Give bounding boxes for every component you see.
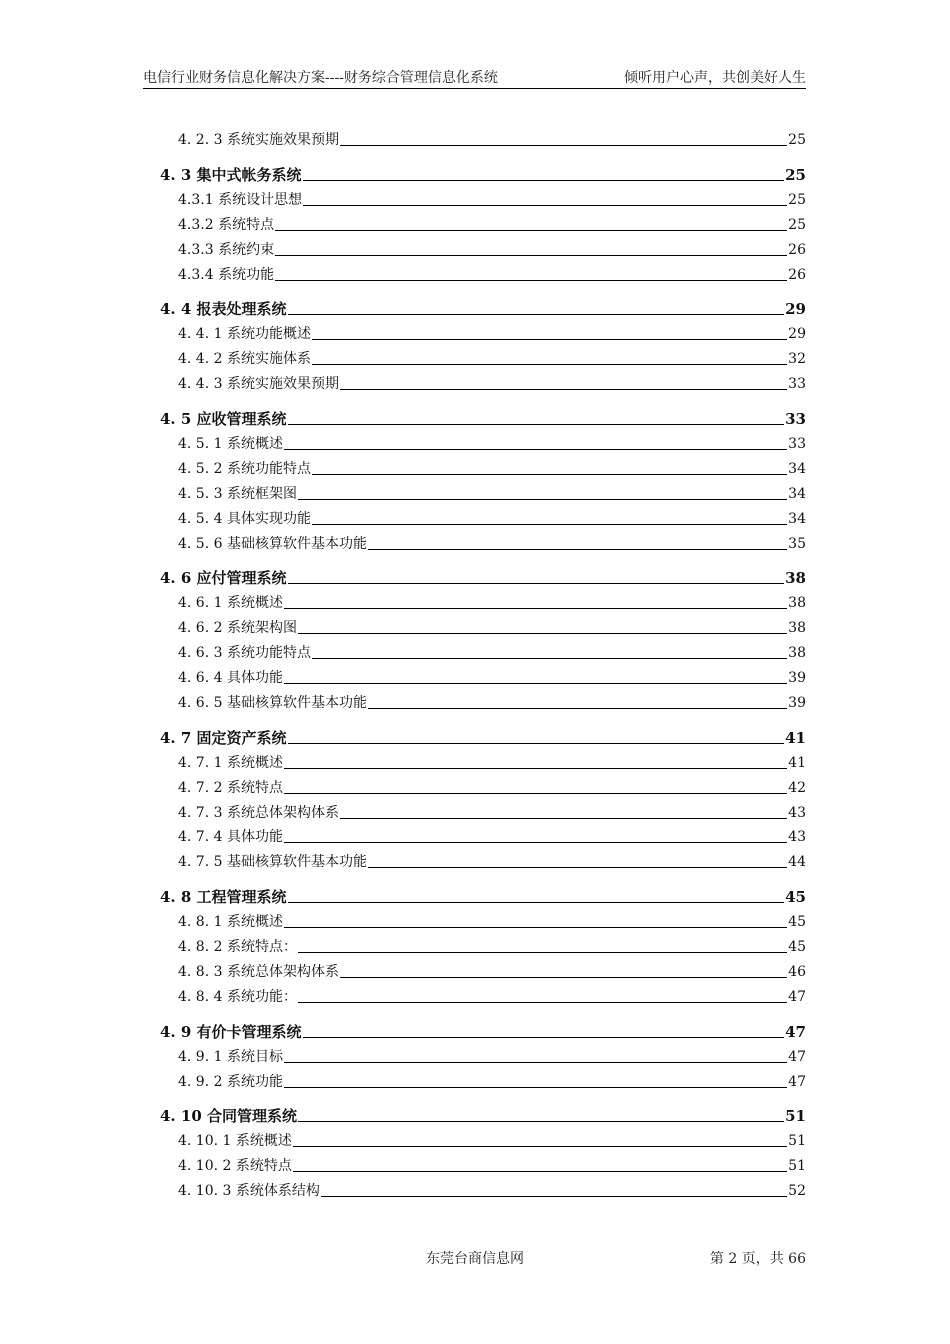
- toc-entry-label: 4. 5. 6 基础核算软件基本功能: [178, 535, 367, 552]
- toc-entry-page: 33: [785, 410, 806, 428]
- toc-entry-label: 4. 8. 2 系统特点：: [178, 939, 297, 955]
- toc-entry-page: 38: [788, 620, 806, 637]
- toc-entry-label: 4. 3 集中式帐务系统: [160, 165, 302, 184]
- toc-subsection-entry[interactable]: [178, 187, 806, 209]
- toc-entry-label: 4. 6. 2 系统架构图: [178, 620, 297, 637]
- toc-subsection-entry[interactable]: [178, 212, 806, 234]
- toc-entry-page: 51: [788, 1133, 806, 1150]
- toc-section-entry[interactable]: [160, 565, 806, 587]
- toc-subsection-entry[interactable]: [178, 456, 806, 478]
- toc-entry-label: 4.3.4 系统功能: [178, 266, 275, 283]
- toc-entry-page: 43: [788, 829, 806, 846]
- toc-leader-line: [298, 1121, 784, 1122]
- toc-subsection-entry[interactable]: [178, 531, 806, 553]
- toc-subsection-entry[interactable]: [178, 346, 806, 368]
- toc-subsection-entry[interactable]: [178, 984, 806, 1006]
- toc-leader-line: [284, 1087, 787, 1088]
- toc-leader-line: [368, 549, 787, 550]
- toc-entry-page: 25: [788, 191, 806, 208]
- header-title: 电信行业财务信息化解决方案----财务综合管理信息化系统: [143, 70, 498, 86]
- toc-entry-page: 41: [788, 754, 806, 771]
- toc-subsection-entry[interactable]: [178, 665, 806, 687]
- toc-entry-label: 4. 10. 3 系统体系结构: [178, 1183, 320, 1200]
- toc-entry-page: 51: [785, 1107, 806, 1126]
- toc-subsection-entry[interactable]: [178, 824, 806, 846]
- toc-subsection-entry[interactable]: [178, 1044, 806, 1066]
- toc-entry-page: 38: [788, 645, 806, 662]
- toc-leader-line: [312, 474, 787, 475]
- toc-leader-line: [298, 633, 787, 634]
- toc-entry-label: 4. 9. 1 系统目标: [178, 1048, 283, 1065]
- toc-entry-page: 45: [785, 888, 806, 907]
- footer-page-number: 第 2 页，共 66: [709, 1251, 806, 1267]
- toc-entry-label: 4. 7. 5 基础核算软件基本功能: [178, 854, 367, 871]
- toc-entry-label: 4. 7 固定资产系统: [160, 728, 287, 747]
- toc-leader-line: [288, 583, 785, 584]
- toc-subsection-entry[interactable]: [178, 690, 806, 712]
- toc-leader-line: [293, 1146, 787, 1147]
- toc-entry-label: 4. 6. 5 基础核算软件基本功能: [178, 694, 367, 711]
- toc-leader-line: [340, 389, 787, 390]
- toc-entry-page: 29: [788, 326, 806, 343]
- toc-entry-label: 4. 9. 2 系统功能: [178, 1073, 283, 1090]
- toc-entry-page: 47: [788, 1073, 806, 1090]
- toc-entry-label: 4. 6 应付管理系统: [160, 569, 287, 588]
- toc-entry-page: 52: [788, 1183, 806, 1200]
- toc-entry-page: 44: [788, 854, 806, 871]
- toc-entry-page: 47: [788, 1048, 806, 1065]
- toc-subsection-entry[interactable]: [178, 1153, 806, 1175]
- toc-subsection-entry[interactable]: [178, 1178, 806, 1200]
- toc-leader-line: [288, 314, 785, 315]
- toc-leader-line: [284, 842, 787, 843]
- toc-entry-page: 46: [788, 963, 806, 980]
- toc-entry-page: 47: [785, 1022, 806, 1041]
- toc-subsection-entry[interactable]: [178, 800, 806, 822]
- toc-entry-page: 39: [788, 694, 806, 711]
- toc-subsection-entry[interactable]: [178, 590, 806, 612]
- toc-leader-line: [275, 280, 787, 281]
- toc-entry-label: 4. 10. 1 系统概述: [178, 1133, 292, 1150]
- toc-leader-line: [284, 608, 787, 609]
- toc-subsection-entry[interactable]: [178, 321, 806, 343]
- toc-entry-page: 33: [788, 435, 806, 452]
- toc-entry-label: 4. 8. 4 系统功能：: [178, 988, 297, 1005]
- toc-leader-line: [303, 205, 787, 206]
- toc-subsection-entry[interactable]: [178, 371, 806, 393]
- toc-entry-label: 4. 4. 1 系统功能概述: [178, 326, 311, 343]
- toc-entry-label: 4. 6. 3 系统功能特点: [178, 645, 311, 662]
- toc-subsection-entry[interactable]: [178, 481, 806, 503]
- header-slogan: 倾听用户心声，共创美好人生: [624, 70, 806, 86]
- toc-entry-label: 4. 9 有价卡管理系统: [160, 1022, 302, 1041]
- toc-subsection-entry[interactable]: [178, 959, 806, 981]
- toc-section-entry[interactable]: [160, 296, 806, 318]
- toc-leader-line: [298, 952, 787, 953]
- toc-leader-line: [303, 1037, 785, 1038]
- toc-entry-label: 4. 8. 1 系统概述: [178, 914, 283, 931]
- toc-leader-line: [321, 1196, 787, 1197]
- toc-leader-line: [284, 768, 787, 769]
- toc-entry-label: 4.3.3 系统约束: [178, 241, 275, 258]
- toc-leader-line: [284, 449, 787, 450]
- toc-entry-page: 43: [788, 804, 806, 821]
- toc-subsection-entry[interactable]: [178, 506, 806, 528]
- toc-entry-page: 38: [785, 569, 806, 588]
- toc-leader-line: [288, 424, 785, 425]
- toc-subsection-entry[interactable]: [178, 615, 806, 637]
- toc-entry-label: 4. 5. 4 具体实现功能: [178, 510, 311, 527]
- toc-entry-page: 25: [788, 132, 806, 148]
- toc-section-entry[interactable]: [160, 725, 806, 747]
- toc-entry-label: 4. 5. 2 系统功能特点: [178, 460, 311, 477]
- toc-section-entry[interactable]: [160, 1019, 806, 1041]
- toc-entry-page: 34: [788, 485, 806, 502]
- toc-entry-label: 4.3.2 系统特点: [178, 216, 275, 233]
- toc-entry-page: 34: [788, 460, 806, 477]
- toc-entry-page: 45: [788, 914, 806, 931]
- toc-entry-label: 4. 5 应收管理系统: [160, 410, 287, 428]
- toc-entry-label: 4. 8 工程管理系统: [160, 888, 287, 907]
- toc-leader-line: [340, 818, 787, 819]
- toc-leader-line: [275, 255, 787, 256]
- toc-leader-line: [312, 658, 787, 659]
- toc-entry-label: 4. 4. 3 系统实施效果预期: [178, 376, 339, 393]
- toc-entry-page: 25: [788, 216, 806, 233]
- toc-entry-page: 34: [788, 510, 806, 527]
- toc-entry-page: 51: [788, 1158, 806, 1175]
- toc-entry-page: 39: [788, 670, 806, 686]
- toc-entry-label: 4. 5. 1 系统概述: [178, 435, 283, 452]
- toc-entry-label: 4. 7. 2 系统特点: [178, 779, 283, 796]
- toc-subsection-entry[interactable]: [178, 934, 806, 956]
- toc-entry-page: 25: [785, 165, 806, 184]
- toc-entry-label: 4. 6. 1 系统概述: [178, 595, 283, 612]
- toc-entry-page: 33: [788, 376, 806, 393]
- toc-leader-line: [284, 683, 787, 684]
- toc-leader-line: [312, 339, 787, 340]
- toc-entry-label: 4. 2. 3 系统实施效果预期: [178, 132, 339, 148]
- toc-entry-page: 29: [785, 300, 806, 319]
- toc-section-entry[interactable]: [160, 884, 806, 906]
- toc-subsection-entry[interactable]: [178, 750, 806, 772]
- toc-leader-line: [298, 499, 787, 500]
- toc-entry-label: 4. 7. 3 系统总体架构体系: [178, 804, 339, 821]
- toc-entry-page: 35: [788, 535, 806, 552]
- toc-leader-line: [275, 230, 787, 231]
- toc-entry-label: 4. 4. 2 系统实施体系: [178, 351, 311, 368]
- toc-subsection-entry[interactable]: [178, 1128, 806, 1150]
- toc-subsection-entry[interactable]: [178, 775, 806, 797]
- toc-leader-line: [284, 1062, 787, 1063]
- toc-leader-line: [288, 902, 785, 903]
- toc-leader-line: [312, 364, 787, 365]
- toc-entry-page: 45: [788, 939, 806, 955]
- toc-subsection-entry[interactable]: [178, 127, 806, 149]
- footer-site-name: 东莞台商信息网: [426, 1251, 524, 1267]
- toc-entry-page: 32: [788, 351, 806, 368]
- toc-entry-label: 4. 6. 4 具体功能: [178, 670, 283, 686]
- toc-entry-page: 47: [788, 988, 806, 1005]
- toc-subsection-entry[interactable]: [178, 1069, 806, 1091]
- toc-subsection-entry[interactable]: [178, 431, 806, 453]
- toc-subsection-entry[interactable]: [178, 237, 806, 259]
- toc-leader-line: [284, 793, 787, 794]
- toc-section-entry[interactable]: [160, 1103, 806, 1125]
- toc-entry-page: 26: [788, 241, 806, 258]
- toc-entry-label: 4. 4 报表处理系统: [160, 300, 287, 319]
- toc-leader-line: [288, 743, 785, 744]
- toc-section-entry[interactable]: [160, 406, 806, 428]
- toc-leader-line: [303, 180, 785, 181]
- toc-leader-line: [340, 145, 787, 146]
- toc-subsection-entry[interactable]: [178, 849, 806, 871]
- toc-entry-page: 42: [788, 779, 806, 796]
- toc-leader-line: [298, 1002, 787, 1003]
- toc-entry-page: 38: [788, 595, 806, 612]
- toc-entry-label: 4. 10. 2 系统特点: [178, 1158, 292, 1175]
- toc-entry-label: 4.3.1 系统设计思想: [178, 191, 303, 208]
- toc-subsection-entry[interactable]: [178, 640, 806, 662]
- page-header: [143, 64, 806, 89]
- toc-section-entry[interactable]: [160, 162, 806, 184]
- toc-leader-line: [368, 708, 787, 709]
- toc-leader-line: [293, 1171, 787, 1172]
- toc-entry-page: 41: [785, 728, 806, 747]
- toc-entry-label: 4. 7. 4 具体功能: [178, 829, 283, 846]
- toc-entry-label: 4. 5. 3 系统框架图: [178, 485, 297, 502]
- toc-leader-line: [284, 927, 787, 928]
- toc-leader-line: [312, 524, 787, 525]
- toc-entry-page: 26: [788, 266, 806, 283]
- toc-subsection-entry[interactable]: [178, 909, 806, 931]
- toc-entry-label: 4. 8. 3 系统总体架构体系: [178, 963, 339, 980]
- toc-entry-label: 4. 7. 1 系统概述: [178, 754, 283, 771]
- toc-subsection-entry[interactable]: [178, 262, 806, 284]
- toc-leader-line: [368, 867, 787, 868]
- toc-leader-line: [340, 977, 787, 978]
- toc-entry-label: 4. 10 合同管理系统: [160, 1107, 297, 1126]
